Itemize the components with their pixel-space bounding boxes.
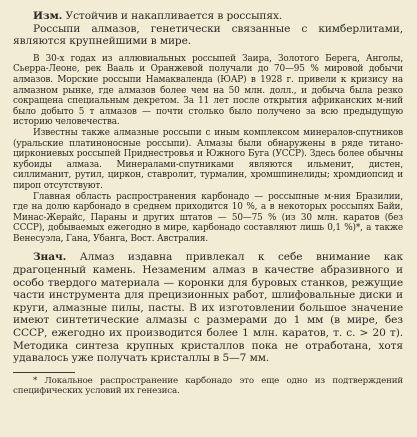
placer-history-paragraph: В 30-х годах из аллювиальных россыпей Заира, Золотого Берега, Анголы, Сьерра-Леоне, рек Вааль и Оранжевой получали до 70—95 % мировой добычи алмазов. Морские россыпи Намакваленда (ЮАР) в 1928 г. привели к кризису на алмазном рынке, где алмазов более чем на 50 млн. долл., и добыча была резко сокращена специальным декретом. За 11 лет после открытия африканских м-ний было добыто 5 т алмазов — почти столько было получено за всю предыдущую историю человечества.	[13, 53, 403, 128]
intro-paragraph: Россыпи алмазов, генетически связанные с кимберлитами, являются крупнейшими в мире.	[13, 22, 403, 48]
izm-paragraph	[13, 10, 403, 23]
carbonado-paragraph: Главная область распространения карбонадо — россыпные м-ния Бразилии, где на долю карбонадо в среднем приходится 10 %, а в некоторых россыпях Байи, Минас-Жерайс, Параны и других штатов — 50—75 % (из 30 млн. каратов (без СССР), добываемых ежегодно в мире, карбонадо составляют лишь 0,1 %)*, а также Венесуэла, Гана, Убанга, Вост. Австралия.	[13, 191, 403, 244]
satellite-minerals-paragraph: Известны также алмазные россыпи с иным комплексом минералов-спутников (уральские платиноносные россыпи). Алмазы были обнаружены в ряде титано-циркониевых россыпей Приднестровья и Южного Буга (УССР). Здесь более обычны кубоиды алмаза. Минералами-спутниками являются ильменит, дистен, силлиманит, рутил, циркон, ставролит, турмалин, хромшпинелиды; хромдиопсид и пироп отсутствуют.	[13, 127, 403, 191]
footnote-divider	[13, 372, 75, 373]
znach-label: Знач.	[33, 251, 67, 264]
izm-text: Устойчив и накапливается в россыпях.	[65, 10, 283, 22]
footnote: * Локальное распространение карбонадо это еще одно из подтверждений специфических условий их генезиса.	[13, 375, 403, 397]
znach-text: Алмаз издавна привлекал к себе внимание как драгоценный камень. Незаменим алмаз в качестве абразивного и особо твердого материала — коронки для буровых станков, режущие части инструмента для прецизионных работ, шлифовальные диски и круги, алмазные пилы, пасты. В их изготовлении большое значение имеют синтетические алмазы с размерами до 1 мм (в мире, без СССР, ежегодно их производится более 1 млн. каратов, т. с. > 20 т). Методика синтеза крупных кристаллов пока не отработана, хотя удавалось уже получать кристаллы в 5—7 мм.	[13, 251, 403, 365]
izm-label: Изм.	[33, 10, 63, 22]
znach-paragraph	[13, 251, 403, 364]
